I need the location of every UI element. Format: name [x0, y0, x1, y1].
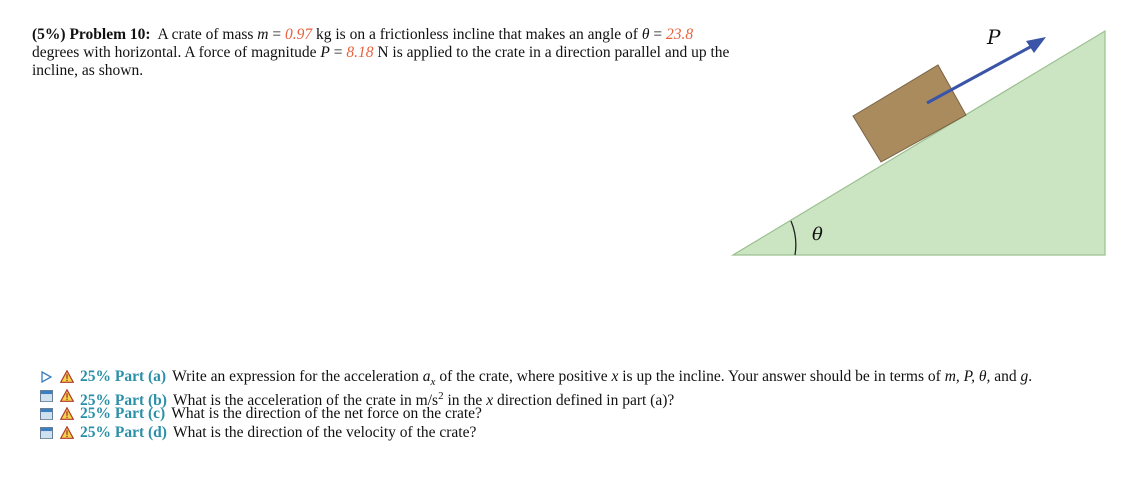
part-a-text: 25% Part (a) Write an expression for the acceleration $a_x$ of the crate, where positive x is up the incline. Your answer should be in terms of m, P, θ, and g.: [80, 368, 1033, 389]
equals-3: =: [329, 44, 347, 61]
part-c-text: 25% Part (c) What is the direction of the net force on the crate?: [80, 405, 482, 422]
angle-label: θ: [812, 224, 823, 245]
part-c-label[interactable]: 25% Part (c): [80, 405, 166, 422]
problem-text-1: A crate of mass: [157, 26, 254, 43]
mass-value: 0.97: [285, 26, 313, 43]
equals-2: =: [649, 26, 666, 43]
incline-figure: [728, 18, 1108, 263]
window-icon[interactable]: [40, 390, 53, 402]
warning-icon: [60, 370, 74, 383]
warning-icon: [60, 389, 74, 402]
problem-text-3: degrees with horizontal. A force of magnitude: [32, 44, 317, 61]
warning-icon: [60, 426, 74, 439]
part-b-text: 25% Part (b) What is the acceleration of the crate in $m/s^2$ in the x direction defined in part (a)?: [80, 389, 675, 409]
problem-statement: [32, 26, 732, 80]
part-b-label[interactable]: 25% Part (b): [80, 391, 167, 409]
force-label: P: [987, 25, 1001, 49]
part-a-label[interactable]: 25% Part (a): [80, 368, 167, 385]
accel-variable: a: [422, 368, 431, 385]
warning-icon: [60, 407, 74, 420]
part-d-label[interactable]: 25% Part (d): [80, 423, 167, 441]
angle-variable: θ: [641, 26, 650, 43]
force-arrow-head: [1026, 37, 1046, 53]
window-icon[interactable]: [40, 408, 53, 420]
force-value: 8.18: [346, 44, 374, 61]
force-variable: P: [320, 44, 330, 61]
problem-number: (5%) Problem 10:: [32, 26, 151, 43]
mass-variable: m: [257, 26, 269, 43]
equals-1: =: [268, 26, 285, 43]
angle-value: 23.8: [665, 26, 694, 43]
window-icon[interactable]: [40, 427, 53, 439]
play-icon[interactable]: [40, 371, 53, 383]
problem-text-2: kg is on a frictionless incline that makes an angle of: [312, 26, 638, 43]
part-d-text: 25% Part (d) What is the direction of the velocity of the crate?: [80, 423, 477, 441]
incline-plane: [733, 31, 1105, 255]
problem-text-4: N is applied to the crate in a direction parallel and up the incline, as shown.: [32, 44, 730, 79]
